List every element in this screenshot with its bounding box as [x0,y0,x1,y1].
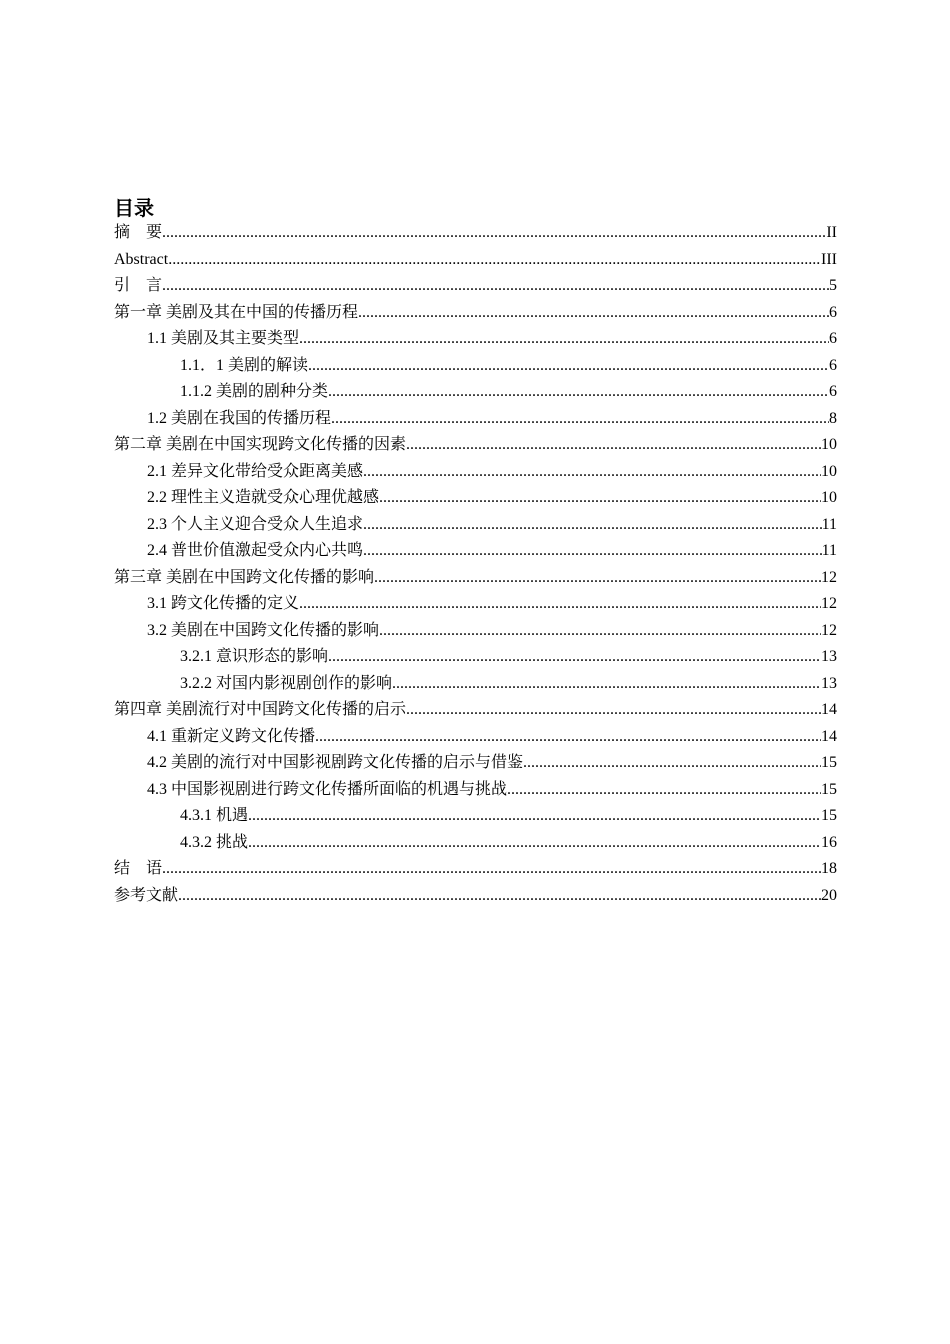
toc-entry-title: 1.1 美剧及其主要类型 [147,330,300,347]
toc-entry-page: 6 [829,303,837,321]
toc-entry-title: 3.1 跨文化传播的定义 [147,595,300,612]
toc-leader-dots [363,538,822,565]
toc-entry[interactable] [114,750,837,777]
toc-leader-dots [162,273,829,300]
toc-entry-title: 4.3.1 机遇 [180,807,249,824]
toc-entry-page: 16 [821,833,837,851]
toc-entry-page: 11 [821,542,837,559]
toc-entry-title: 1.2 美剧在我国的传播历程 [147,409,332,427]
toc-leader-dots [299,591,821,618]
toc-entry-page: 10 [821,489,837,506]
toc-entry-title: 1.1.2 美剧的剧种分类 [180,383,329,400]
toc-leader-dots [523,750,821,777]
toc-leader-dots [328,644,821,671]
toc-entry-page: III [821,250,837,268]
toc-entry[interactable] [114,406,837,433]
toc-leader-dots [363,512,822,539]
toc-entry[interactable] [114,856,837,883]
toc-entry[interactable] [114,459,837,486]
toc-leader-dots [248,830,821,857]
toc-entry[interactable] [114,273,837,300]
toc-title: 目录 [114,196,154,220]
toc-entry-title: 第三章 美剧在中国跨文化传播的影响 [114,568,375,586]
toc-leader-dots [507,777,821,804]
toc-entry-title: 2.4 普世价值激起受众内心共鸣 [147,542,364,559]
toc-entry[interactable] [114,644,837,671]
toc-entry-page: 15 [821,754,837,771]
toc-entry-title: 4.3.2 挑战 [180,833,249,851]
toc-leader-dots [315,724,821,751]
toc-leader-dots [299,326,829,353]
toc-entry[interactable] [114,830,837,857]
toc-entry[interactable] [114,512,837,539]
toc-entry[interactable] [114,247,837,274]
toc-entry-page: 13 [821,648,837,665]
toc-leader-dots [374,565,821,592]
toc-entry-page: 13 [821,674,837,692]
toc-entry[interactable] [114,353,837,380]
toc-entry-title: 3.2.1 意识形态的影响 [180,648,329,665]
toc-entry-title: 第二章 美剧在中国实现跨文化传播的因素 [114,436,407,453]
toc-leader-dots [162,220,826,247]
toc-leader-dots [379,618,821,645]
toc-entry-page: 12 [821,595,837,612]
toc-entry[interactable] [114,618,837,645]
toc-entry-page: 18 [821,860,837,877]
toc-entry[interactable] [114,432,837,459]
toc-leader-dots [248,803,821,830]
toc-entry-page: 15 [821,807,837,824]
toc-entry-page: 6 [829,356,837,374]
toc-entry-title: 4.2 美剧的流行对中国影视剧跨文化传播的启示与借鉴 [147,754,524,771]
toc-leader-dots [358,300,829,327]
toc-entry-title: 摘 要 [114,224,163,241]
toc-entry[interactable] [114,883,837,910]
toc-entry-page: 12 [821,568,837,586]
toc-leader-dots [168,247,821,274]
toc-entry[interactable] [114,485,837,512]
toc-entry[interactable] [114,697,837,724]
toc-entry[interactable] [114,591,837,618]
toc-entry-page: 10 [821,436,837,453]
toc-entry[interactable] [114,803,837,830]
toc-leader-dots [331,406,829,433]
toc-entry[interactable] [114,538,837,565]
toc-entry-page: 12 [821,621,837,639]
toc-entry-title: 第四章 美剧流行对中国跨文化传播的启示 [114,701,407,718]
toc-entry-title: 结 语 [114,860,163,877]
toc-entry-title: 2.1 差异文化带给受众距离美感 [147,462,364,480]
toc-entry-page: 6 [829,383,837,400]
toc-entry-page: 14 [821,727,837,745]
toc-entry[interactable] [114,379,837,406]
toc-entry-title: 4.3 中国影视剧进行跨文化传播所面临的机遇与挑战 [147,780,508,798]
toc-entry-title: 参考文献 [114,886,179,904]
toc-entry-page: 14 [821,701,837,718]
toc-entry[interactable] [114,326,837,353]
toc-entry[interactable] [114,724,837,751]
toc-entry-title: 4.1 重新定义跨文化传播 [147,727,316,745]
toc-leader-dots [379,485,821,512]
toc-entry-page: 15 [821,780,837,798]
toc-leader-dots [406,697,821,724]
toc-entry[interactable] [114,565,837,592]
toc-entry[interactable] [114,671,837,698]
toc-entry-title: 1.1．1 美剧的解读 [180,356,309,374]
toc-entry-page: 8 [829,409,837,427]
toc-leader-dots [178,883,821,910]
toc-leader-dots [308,353,829,380]
toc-entry-title: 第一章 美剧及其在中国的传播历程 [114,303,359,321]
toc-entry-page: 6 [829,330,837,347]
toc-entry-page: 10 [821,462,837,480]
toc-entry-page: II [826,224,837,241]
toc-leader-dots [363,459,821,486]
toc-list [114,220,837,909]
toc-leader-dots [162,856,821,883]
toc-leader-dots [406,432,821,459]
toc-entry-title: 2.3 个人主义迎合受众人生追求 [147,515,364,533]
toc-entry-title: Abstract [114,250,169,268]
toc-entry[interactable] [114,777,837,804]
toc-leader-dots [328,379,829,406]
toc-leader-dots [392,671,821,698]
toc-entry-page: 11 [821,515,837,533]
toc-entry[interactable] [114,300,837,327]
toc-entry-page: 5 [829,277,837,294]
toc-entry-title: 引 言 [114,277,163,294]
toc-entry-page: 20 [821,886,837,904]
toc-entry[interactable] [114,220,837,247]
toc-entry-title: 3.2.2 对国内影视剧创作的影响 [180,674,393,692]
table-of-contents [114,196,837,909]
toc-entry-title: 2.2 理性主义造就受众心理优越感 [147,489,380,506]
toc-entry-title: 3.2 美剧在中国跨文化传播的影响 [147,621,380,639]
